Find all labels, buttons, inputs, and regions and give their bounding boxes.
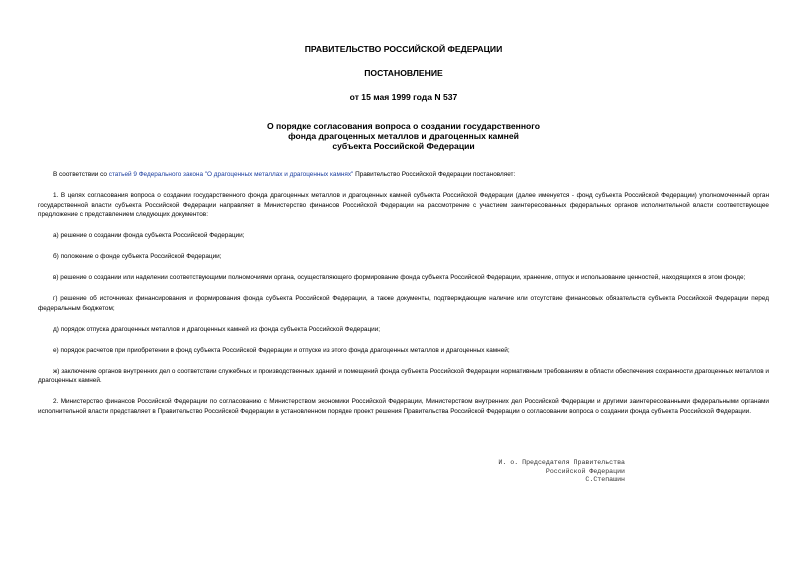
- item-d: д) порядок отпуска драгоценных металлов и драгоценных камней из фонда субъекта Российской Федерации;: [53, 325, 381, 333]
- document-date: от 15 мая 1999 года N 537: [349, 92, 458, 102]
- intro-before: В соответствии со: [53, 171, 109, 178]
- signature-line-1: И. о. Председателя Правительства: [498, 459, 625, 466]
- item-g: г) решение об источниках финансирования и формирования фонда субъекта Российской Федерации, а также документы, подтверждающие наличие или отсутствие финансовых обязательств субъекта Российской Федерации перед федеральным бюджетом;: [38, 295, 769, 312]
- document-body: [38, 170, 769, 416]
- item-a: а) решение о создании фонда субъекта Российской Федерации;: [53, 232, 245, 239]
- intro-paragraph: [38, 170, 769, 180]
- item-v: в) решение о создании или наделении соответствующими полномочиями органа, осуществляющего формирование фонда субъекта Российской Федерации, хранение, отпуск и использование ценностей, находящихся в этом фонде;: [53, 274, 746, 281]
- item-zh: ж) заключение органов внутренних дел о соответствии служебных и производственных зданий и помещений фонда субъекта Российской Федерации нормативным требованиям в области обеспечения сохранности драгоценных металлов и драгоценных камней.: [38, 367, 769, 384]
- signature-block: [440, 459, 625, 485]
- signature-line-2: Российской Федерации: [545, 467, 625, 475]
- title-line-1: О порядке согласования вопроса о создании государственного: [266, 121, 541, 131]
- document-type-heading: ПОСТАНОВЛЕНИЕ: [364, 68, 443, 78]
- document-title: [38, 121, 769, 151]
- paragraph-1: 1. В целях согласования вопроса о создании государственного фонда драгоценных металлов и драгоценных камней субъекта Российской Федерации (далее именуется - фонд субъекта Российской Федерации) уполномоченный орган государственной власти субъекта Российской Федерации направляет в Министерство финансов Российской Федерации на рассмотрение с участием заинтересованных федеральных органов исполнительной власти соответствующее предложение с представлением следующих документов:: [38, 192, 769, 218]
- signature-line-3: С.Степашин: [585, 476, 625, 484]
- government-heading: ПРАВИТЕЛЬСТВО РОССИЙСКОЙ ФЕДЕРАЦИИ: [304, 44, 503, 54]
- item-b: б) положение о фонде субъекта Российской Федерации;: [53, 253, 222, 260]
- law-article-link[interactable]: статьей 9 Федерального закона "О драгоценных металлах и драгоценных камнях": [108, 171, 354, 178]
- title-line-2: фонда драгоценных металлов и драгоценных камней: [288, 131, 519, 141]
- title-line-3: субъекта Российской Федерации: [332, 141, 475, 151]
- intro-after: Правительство Российской Федерации постановляет:: [353, 171, 516, 178]
- item-e: е) порядок расчетов при приобретении в фонд субъекта Российской Федерации и отпуске из этого фонда драгоценных металлов и драгоценных камней;: [53, 346, 510, 354]
- paragraph-2: 2. Министерство финансов Российской Федерации по согласованию с Министерством экономики Российской Федерации, Министерством внутренних дел Российской Федерации и другими заинтересованными федеральными органами исполнительной власти представляет в Правительство Российской Федерации в установленном порядке проект решения Правительства Российской Федерации о согласовании вопроса о создании фонда субъекта Российской Федерации.: [38, 398, 769, 415]
- document-page: [38, 44, 769, 416]
